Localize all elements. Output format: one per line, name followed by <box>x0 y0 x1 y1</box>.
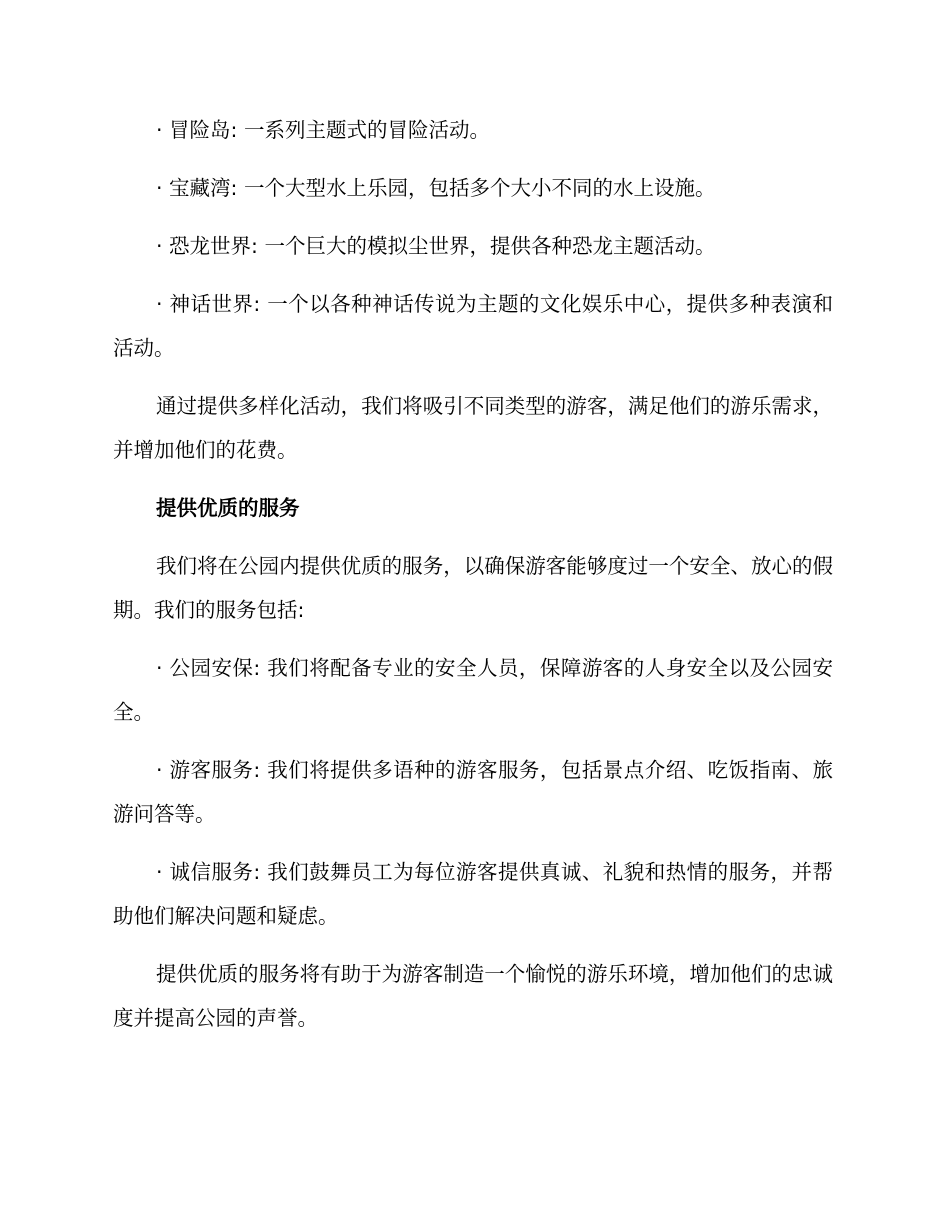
bullet-adventure-island: · 冒险岛: 一系列主题式的冒险活动。 <box>156 118 490 142</box>
document-page <box>113 108 833 1054</box>
bullet-integrity-service: · 诚信服务: 我们鼓舞员工为每位游客提供真诚、礼貌和热情的服务，并帮助他们解决问题和疑虑。 <box>113 860 833 928</box>
bullet-visitor-service: · 游客服务: 我们将提供多语种的游客服务，包括景点介绍、吃饭指南、旅游问答等。 <box>113 758 833 826</box>
activities-summary-paragraph: 通过提供多样化活动，我们将吸引不同类型的游客，满足他们的游乐需求，并增加他们的花费。 <box>113 394 833 462</box>
section-heading: 提供优质的服务 <box>156 496 300 520</box>
bullet-mythology-world: · 神话世界: 一个以各种神话传说为主题的文化娱乐中心，提供多种表演和活动。 <box>113 292 833 360</box>
bullet-dinosaur-world: · 恐龙世界: 一个巨大的模拟尘世界，提供各种恐龙主题活动。 <box>156 234 716 258</box>
services-intro-paragraph: 我们将在公园内提供优质的服务，以确保游客能够度过一个安全、放心的假期。我们的服务包括: <box>113 554 833 622</box>
bullet-park-security: · 公园安保: 我们将配备专业的安全人员，保障游客的人身安全以及公园安全。 <box>113 656 833 724</box>
bullet-treasure-bay: · 宝藏湾: 一个大型水上乐园，包括多个大小不同的水上设施。 <box>156 176 716 200</box>
services-summary-paragraph: 提供优质的服务将有助于为游客制造一个愉悦的游乐环境，增加他们的忠诚度并提高公园的声誉。 <box>113 962 833 1030</box>
